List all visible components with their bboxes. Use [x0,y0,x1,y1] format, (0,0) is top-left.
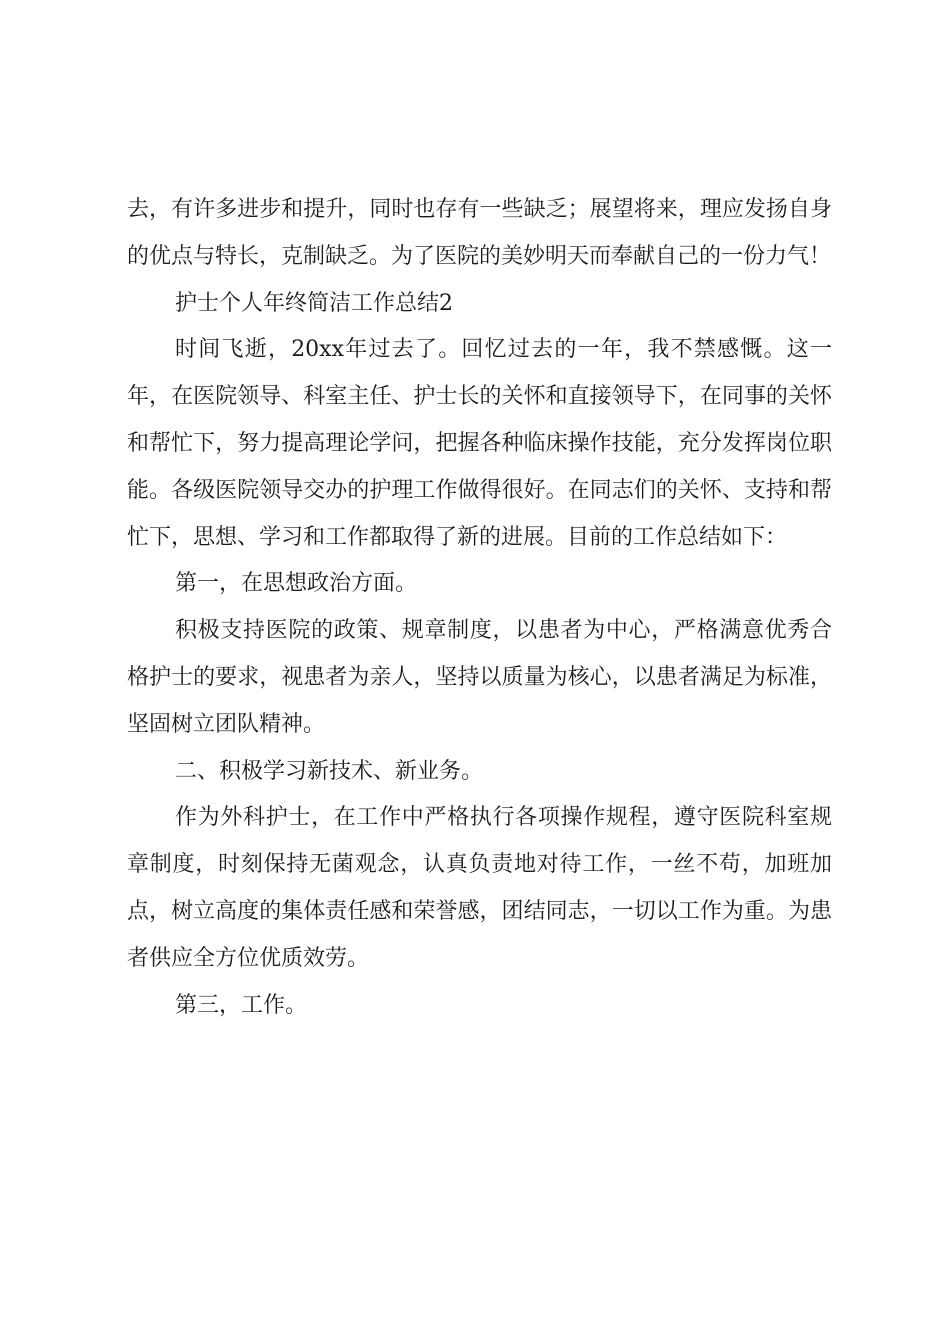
point-heading-1: 第一，在思想政治方面。 [175,571,418,597]
paragraph-continuation: 去，有许多进步和提升，同时也存有一些缺乏；展望将来，理应发扬自身的优点与特长，克制缺乏。为了医院的美妙明天而奉献自己的一份力气！ [127,197,832,269]
paragraph-point-2: 作为外科护士，在工作中严格执行各项操作规程，遵守医院科室规章制度，时刻保持无菌观念，认真负责地对待工作，一丝不苟，加班加点，树立高度的集体责任感和荣誉感，团结同志，一切以工作为重。为患者供应全方位优质效劳。 [127,805,832,971]
point-heading-3: 第三，工作。 [175,992,308,1018]
paragraph-intro: 时间飞逝，20xx年过去了。回忆过去的一年，我不禁感慨。这一年，在医院领导、科室主任、护士长的关怀和直接领导下，在同事的关怀和帮忙下，努力提高理论学问，把握各种临床操作技能，充分发挥岗位职能。各级医院领导交办的护理工作做得很好。在同志们的关怀、支持和帮忙下，思想、学习和工作都取得了新的进展。目前的工作总结如下： [127,337,832,550]
point-heading-2: 二、积极学习新技术、新业务。 [175,758,484,784]
document-body [127,187,832,1029]
paragraph-point-1: 积极支持医院的政策、规章制度，以患者为中心，严格满意优秀合格护士的要求，视患者为亲人，坚持以质量为核心，以患者满足为标准，坚固树立团队精神。 [127,618,832,737]
section-heading: 护士个人年终简洁工作总结2 [175,290,453,316]
